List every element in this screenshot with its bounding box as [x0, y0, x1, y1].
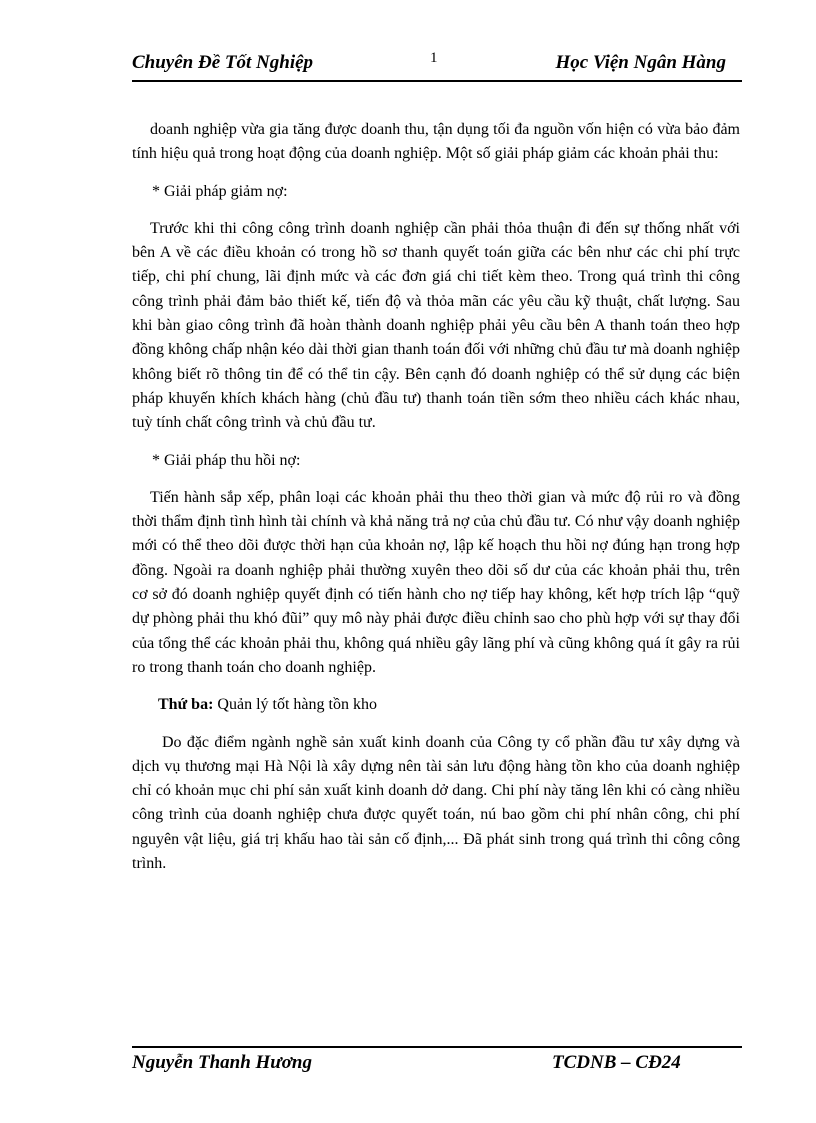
page-header — [132, 50, 742, 82]
paragraph-intro: doanh nghiệp vừa gia tăng được doanh thu, tận dụng tối đa nguồn vốn hiện có vừa bảo đảm tính hiệu quả trong hoạt động của doanh nghiệp. Một số giải pháp giảm các khoản phải thu: — [132, 121, 740, 163]
section-heading-text: Quản lý tốt hàng tồn kho — [217, 696, 377, 714]
header-document-title: Chuyên Đề Tốt Nghiệp — [132, 52, 314, 73]
section-heading-label: Thứ ba: — [158, 696, 214, 714]
bullet-debt-recovery: * Giải pháp thu hồi nợ: — [152, 451, 301, 469]
document-body — [132, 118, 740, 889]
page-number: 1 — [430, 50, 438, 66]
bullet-debt-reduction: * Giải pháp giảm nợ: — [152, 182, 288, 200]
header-institution: Học Viện Ngân Hàng — [555, 52, 726, 73]
section-heading — [132, 693, 740, 717]
footer-author: Nguyễn Thanh Hương — [132, 1052, 312, 1073]
page-footer — [132, 1046, 742, 1078]
paragraph-inventory: Do đặc điểm ngành nghề sản xuất kinh doanh của Công ty cổ phần đầu tư xây dựng và dịch vụ thương mại Hà Nội là xây dựng nên tài sản lưu động hàng tồn kho của doanh nghiệp chỉ có khoản mục chi phí sản xuất kinh doanh dở dang. Chi phí này tăng lên khi có càng nhiều công trình của doanh nghiệp chưa được quyết toán, nú bao gồm chi phí nhân công, chi phí nguyên vật liệu, giá trị khấu hao tài sản cố định,... Đã phát sinh trong quá trình thi công công trình. — [132, 733, 740, 873]
paragraph-debt-recovery: Tiến hành sắp xếp, phân loại các khoản phải thu theo thời gian và mức độ rủi ro và đồng thời thẩm định tình hình tài chính và khả năng trả nợ của chủ đầu tư. Có như vậy doanh nghiệp mới có thể theo dõi được thời hạn của khoản nợ, lập kế hoạch thu hồi nợ đúng hạn trong hợp đồng. Ngoài ra doanh nghiệp phải thường xuyên theo dõi số dư của các khoản phải thu, trên cơ sở đó doanh nghiệp quyết định có tiến hành cho nợ tiếp hay không, kết hợp trích lập “quỹ dự phòng phải thu khó đũi” quy mô này phải được điều chỉnh sao cho phù hợp với sự thay đổi của tổng thể các khoản phải thu, không quá nhiều gây lãng phí và cũng không quá ít gây ra rủi ro trong thanh toán cho doanh nghiệp. — [132, 488, 740, 676]
paragraph-debt-reduction: Trước khi thi công công trình doanh nghiệp cần phải thỏa thuận đi đến sự thống nhất với bên A về các điều khoản có trong hồ sơ thanh quyết toán giữa các bên như các chi phí trực tiếp, chi phí chung, lãi định mức và các đơn giá chi tiết kèm theo. Trong quá trình thi công công trình phải đảm bảo thiết kế, tiến độ và thỏa mãn các yêu cầu kỹ thuật, chất lượng. Sau khi bàn giao công trình đã hoàn thành doanh nghiệp phải yêu cầu bên A thanh toán theo hợp đồng không chấp nhận kéo dài thời gian thanh toán đối với những chủ đầu tư mà doanh nghiệp không biết rõ thông tin để có thể tin cậy. Bên cạnh đó doanh nghiệp có thể sử dụng các biện pháp khuyến khích khách hàng (chủ đầu tư) thanh toán tiền sớm theo nhiều cách khác nhau, tuỳ tính chất công trình và chủ đầu tư. — [132, 219, 740, 432]
footer-class-code: TCDNB – CĐ24 — [552, 1052, 681, 1073]
